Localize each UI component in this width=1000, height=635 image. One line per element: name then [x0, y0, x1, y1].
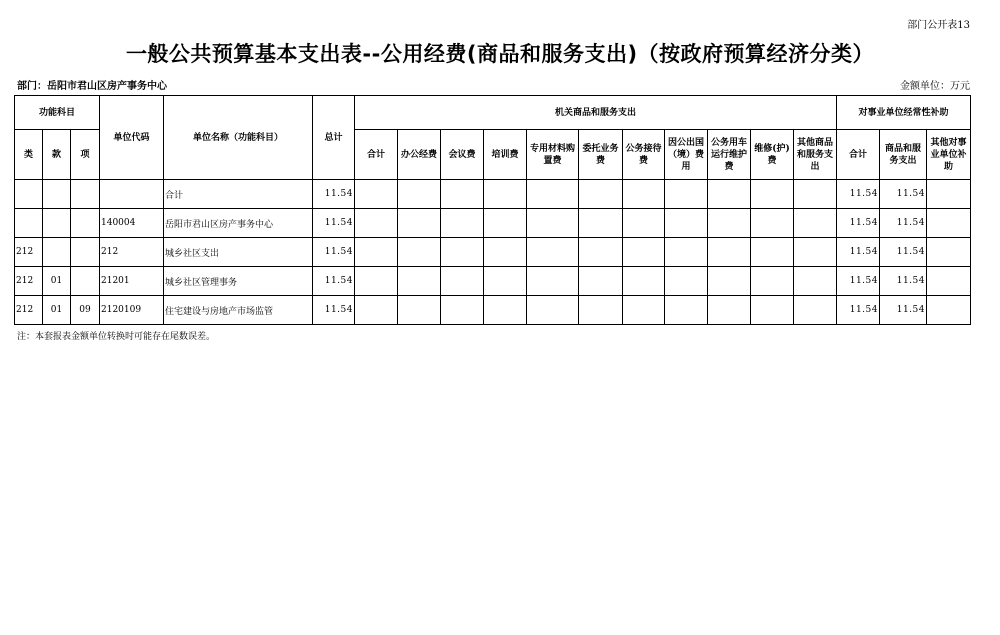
- header-xiang: 项: [71, 130, 100, 180]
- footnote: 注：本套报表金额单位转换时可能存在尾数误差。: [17, 332, 216, 342]
- cell-xiang: [71, 180, 100, 209]
- cell-inst-total: 11.54: [837, 180, 880, 209]
- cell-inst-total: 11.54: [837, 267, 880, 296]
- cell-cat: [15, 180, 43, 209]
- cell-inst-goods: 11.54: [880, 296, 927, 325]
- cell-total: 11.54: [313, 296, 355, 325]
- cell-name: 城乡社区管理事务: [164, 267, 313, 296]
- cell-cat: 212: [15, 267, 43, 296]
- header-inst-group: 对事业单位经常性补助: [837, 96, 971, 130]
- header-inst-other: 其他对事业单位补助: [927, 130, 971, 180]
- cell-xiang: [71, 209, 100, 238]
- cell-inst-goods: 11.54: [880, 180, 927, 209]
- header-inst-total: 合计: [837, 130, 880, 180]
- header-unit-name: 单位名称（功能科目）: [164, 96, 313, 180]
- cell-total: 11.54: [313, 267, 355, 296]
- header-kuan: 款: [43, 130, 71, 180]
- header-materials-expense: 专用材料购置费: [527, 130, 579, 180]
- header-unit-code: 单位代码: [100, 96, 164, 180]
- cell-inst-total: 11.54: [837, 296, 880, 325]
- cell-inst-goods: 11.54: [880, 238, 927, 267]
- cell-total: 11.54: [313, 180, 355, 209]
- cell-code: 140004: [100, 209, 164, 238]
- table-row: [15, 180, 971, 209]
- cell-inst-goods: 11.54: [880, 267, 927, 296]
- table-row: [15, 238, 971, 267]
- cell-name: 合计: [164, 180, 313, 209]
- header-total: 总计: [313, 96, 355, 180]
- header-training-expense: 培训费: [484, 130, 527, 180]
- cell-name: 岳阳市君山区房产事务中心: [164, 209, 313, 238]
- expenditure-table: [14, 95, 971, 325]
- header-commission-expense: 委托业务费: [579, 130, 623, 180]
- header-meeting-expense: 会议费: [441, 130, 484, 180]
- cell-kuan: 01: [43, 267, 71, 296]
- cell-kuan: [43, 209, 71, 238]
- cell-inst-total: 11.54: [837, 238, 880, 267]
- cell-total: 11.54: [313, 238, 355, 267]
- page-title: 一般公共预算基本支出表--公用经费(商品和服务支出)（按政府预算经济分类）: [125, 42, 875, 66]
- cell-kuan: 01: [43, 296, 71, 325]
- cell-name: 住宅建设与房地产市场监管: [164, 296, 313, 325]
- cell-name: 城乡社区支出: [164, 238, 313, 267]
- cell-cat: [15, 209, 43, 238]
- cell-code: [100, 180, 164, 209]
- header-vehicle-expense: 公务用车运行维护费: [708, 130, 751, 180]
- cell-xiang: [71, 238, 100, 267]
- header-inst-goods: 商品和服务支出: [880, 130, 927, 180]
- header-func-subject: 功能科目: [15, 96, 100, 130]
- header-gov-total: 合计: [355, 130, 398, 180]
- table-row: [15, 209, 971, 238]
- cell-xiang: [71, 267, 100, 296]
- cell-kuan: [43, 238, 71, 267]
- cell-total: 11.54: [313, 209, 355, 238]
- header-abroad-expense: 因公出国（境）费用: [665, 130, 708, 180]
- cell-cat: 212: [15, 296, 43, 325]
- header-cat: 类: [15, 130, 43, 180]
- header-reception-expense: 公务接待费: [623, 130, 665, 180]
- page-id-label: 部门公开表13: [907, 20, 970, 31]
- department-label: 部门：岳阳市君山区房产事务中心: [17, 81, 167, 92]
- header-other-goods-expense: 其他商品和服务支出: [794, 130, 837, 180]
- cell-code: 212: [100, 238, 164, 267]
- table-row: [15, 267, 971, 296]
- header-office-expense: 办公经费: [398, 130, 441, 180]
- cell-cat: 212: [15, 238, 43, 267]
- unit-label: 金额单位：万元: [900, 81, 970, 92]
- header-repair-expense: 维修(护)费: [751, 130, 794, 180]
- cell-xiang: 09: [71, 296, 100, 325]
- cell-code: 2120109: [100, 296, 164, 325]
- cell-inst-goods: 11.54: [880, 209, 927, 238]
- table-row: [15, 296, 971, 325]
- cell-kuan: [43, 180, 71, 209]
- cell-code: 21201: [100, 267, 164, 296]
- header-gov-group: 机关商品和服务支出: [355, 96, 837, 130]
- cell-inst-total: 11.54: [837, 209, 880, 238]
